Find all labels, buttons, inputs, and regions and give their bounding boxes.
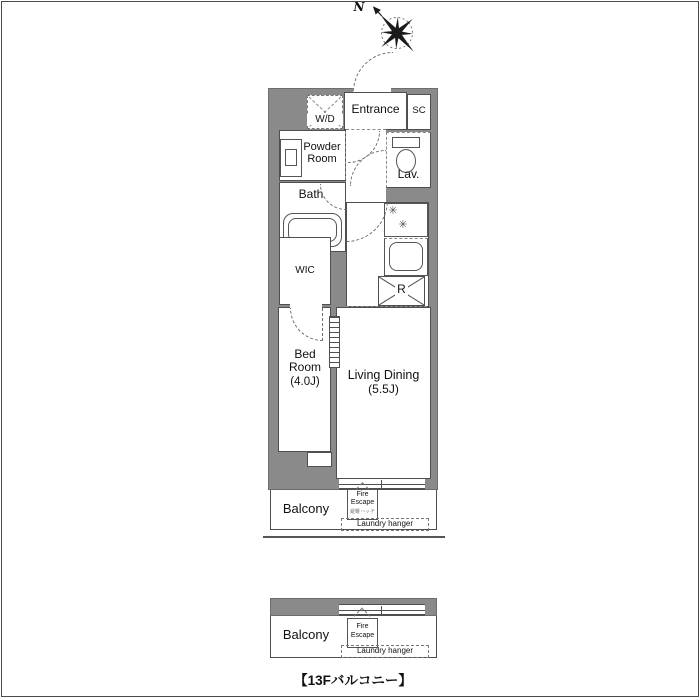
- balcony-main-label: Balcony: [282, 501, 330, 516]
- balcony-13f-window-rail: [339, 610, 425, 611]
- fridge-label: R: [397, 282, 406, 296]
- fire-escape-main-line1: Fire: [356, 491, 369, 498]
- lavatory-label: Lav.: [397, 167, 420, 181]
- toilet-tank-icon: [392, 137, 420, 148]
- wic-label: WIC: [295, 265, 315, 276]
- kitchen-sink-icon: [389, 242, 423, 271]
- balcony-13f-window-tick: [381, 606, 382, 615]
- bedroom-label: [276, 348, 334, 389]
- north-label: N: [353, 0, 365, 14]
- fire-escape-13f-label: [347, 623, 378, 641]
- laundry-hanger-13f-label: Laundry hanger: [356, 646, 414, 655]
- ground-line: [263, 536, 445, 538]
- caption-13f: 【13Fバルコニー】: [294, 673, 412, 688]
- bedroom-door-leaf: [322, 308, 323, 341]
- vanity-sink-bowl-icon: [285, 149, 297, 166]
- fire-escape-main-label: [347, 491, 378, 516]
- washer-dryer-label: W/D: [307, 114, 343, 125]
- living-dining-size: (5.5J): [368, 382, 399, 396]
- bedroom-line1: Bed: [294, 347, 316, 361]
- living-window-tick: [381, 480, 382, 489]
- fire-escape-13f-line1: Fire: [356, 623, 369, 630]
- kitchen-living-divider: [346, 306, 427, 307]
- bath-label: Bath: [298, 187, 324, 201]
- entrance-label: Entrance: [351, 102, 400, 116]
- partition-hatch: [329, 316, 340, 368]
- bedroom-window: [307, 452, 332, 467]
- bedroom-size: (4.0J): [290, 375, 320, 388]
- balcony-13f-label: Balcony: [282, 627, 330, 642]
- stove-burner-icon: ✳: [388, 205, 398, 217]
- shoe-closet-label: SC: [412, 105, 426, 116]
- living-dining-line1: Living Dining: [347, 368, 420, 382]
- fire-escape-main-note: 避難ハッチ: [349, 508, 375, 515]
- balcony-13f-window: [339, 604, 425, 616]
- fire-escape-13f-line2: Escape: [350, 631, 375, 639]
- powder-room-label: [298, 141, 346, 166]
- living-dining-label: [336, 368, 431, 396]
- laundry-hanger-main-label: Laundry hanger: [356, 519, 414, 528]
- entrance-hall-divider: [346, 129, 386, 130]
- powder-room-line2: Room: [307, 153, 337, 166]
- powder-hall-divider: [345, 131, 346, 179]
- stove-burner2-icon: ✳: [398, 219, 408, 231]
- powder-room-line1: Powder: [303, 141, 341, 153]
- fire-escape-main-line2: Escape: [350, 499, 375, 507]
- bedroom-line2: Room: [288, 360, 321, 375]
- living-window-rail: [339, 484, 425, 485]
